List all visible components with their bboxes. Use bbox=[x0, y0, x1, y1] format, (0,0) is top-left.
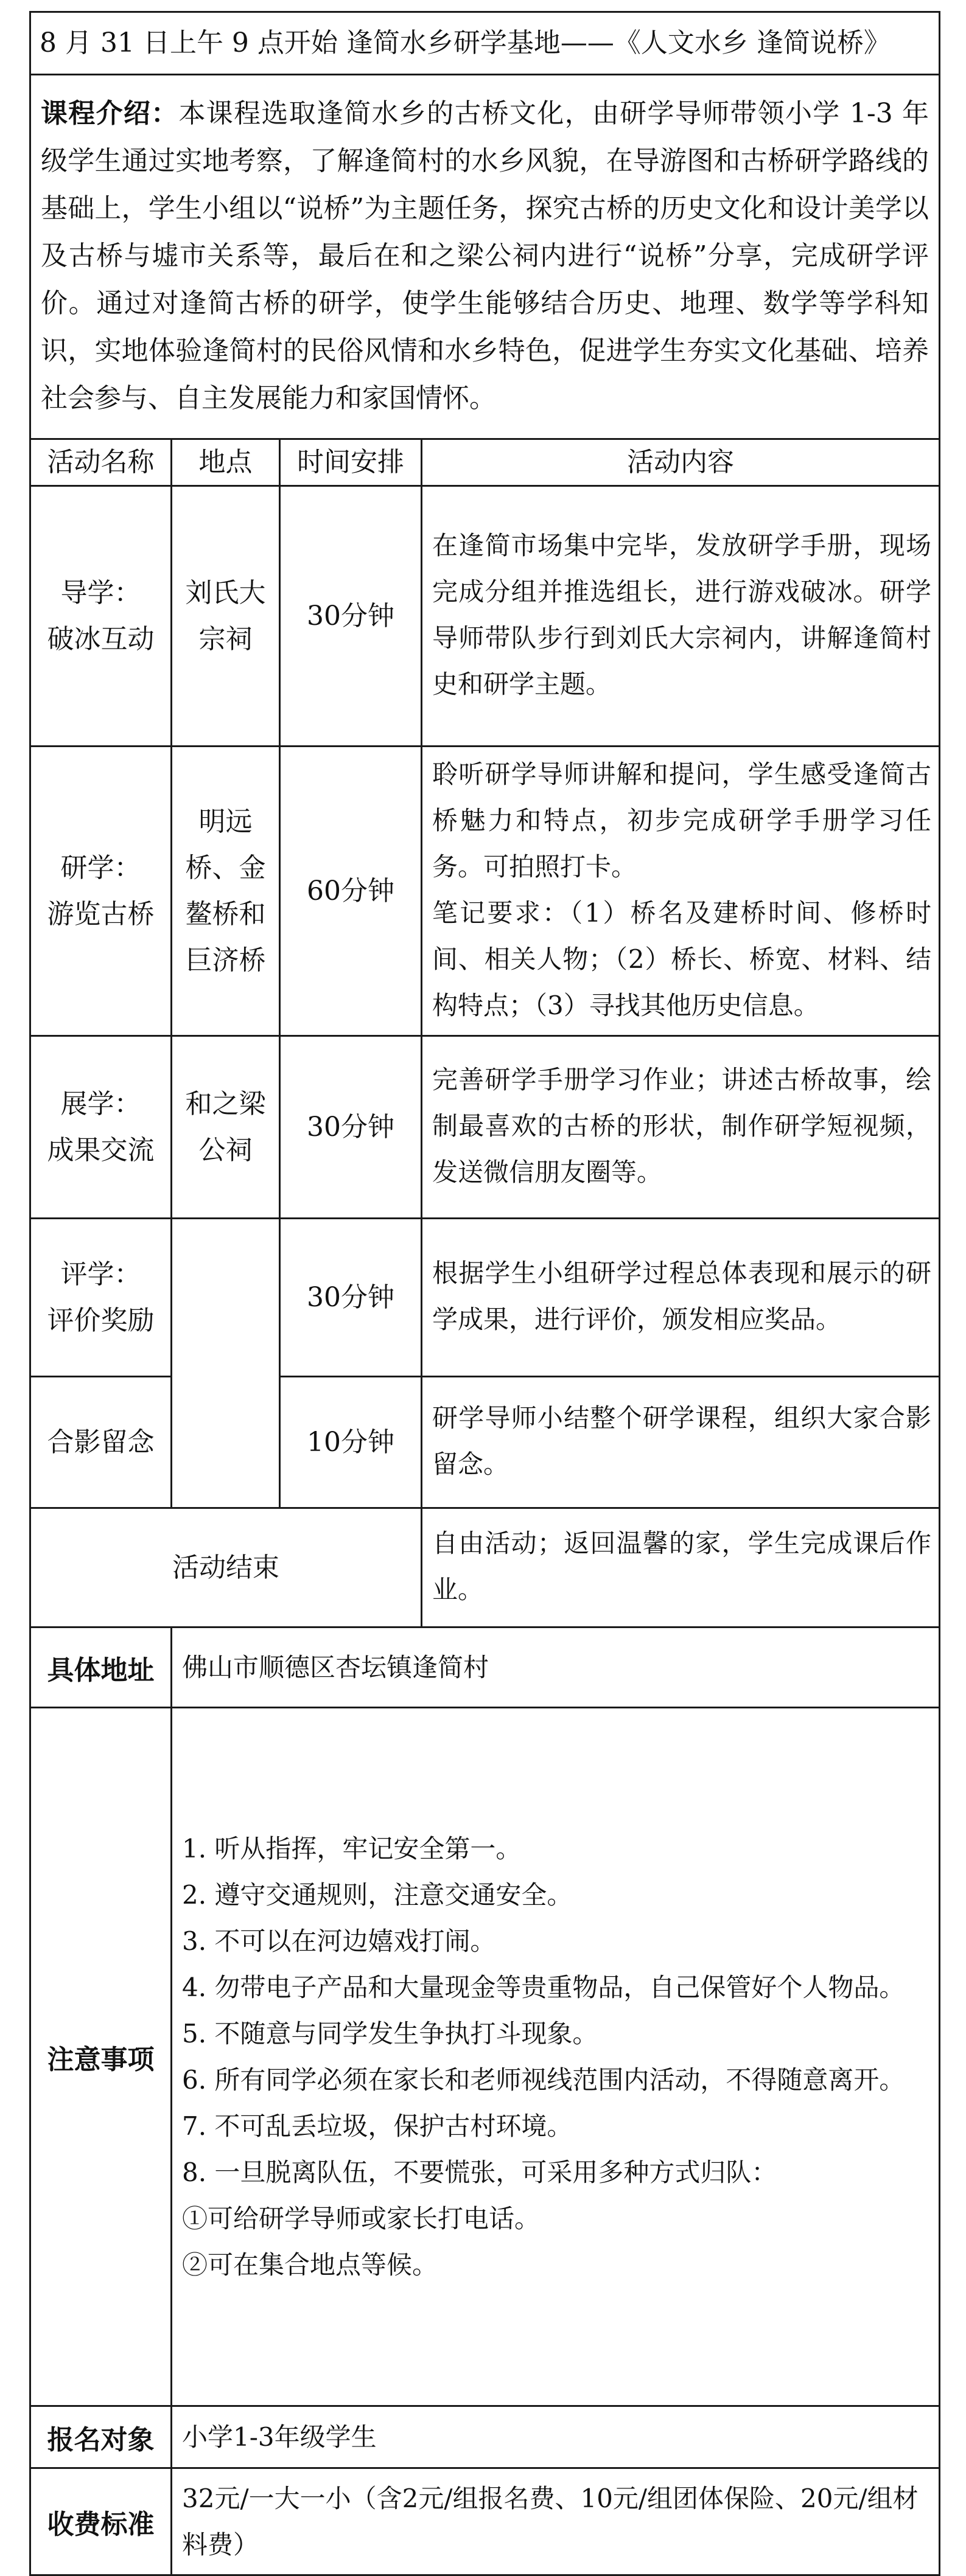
activity-content: 在逢简市场集中完毕，发放研学手册，现场完成分组并推选组长，进行游戏破冰。研学导师带队步行到刘氏大宗祠内，讲解逢简村史和研学主题。 bbox=[422, 486, 940, 747]
intro-row bbox=[30, 75, 940, 439]
activity-place-line: 刘氏大 bbox=[185, 577, 266, 608]
course-intro bbox=[30, 75, 940, 439]
note-item: 1. 听从指挥，牢记安全第一。 bbox=[182, 1833, 522, 1864]
activity-name bbox=[30, 747, 172, 1036]
activity-name bbox=[30, 1219, 172, 1377]
header-content: 活动内容 bbox=[422, 439, 940, 486]
activity-time: 30分钟 bbox=[280, 1219, 422, 1377]
target-label: 报名对象 bbox=[30, 2406, 172, 2468]
end-label: 活动结束 bbox=[30, 1508, 422, 1627]
notes-row bbox=[30, 1708, 940, 2406]
activity-place-line: 巨济桥 bbox=[185, 944, 266, 976]
activity-place-line: 明远 bbox=[198, 806, 253, 837]
activity-time: 60分钟 bbox=[280, 747, 422, 1036]
activity-name-line: 游览古桥 bbox=[47, 898, 155, 930]
note-item: 5. 不随意与同学发生争执打斗现象。 bbox=[182, 2018, 598, 2049]
activity-name-line: 导学： bbox=[60, 577, 141, 608]
note-item: 3. 不可以在河边嬉戏打闹。 bbox=[182, 1926, 496, 1956]
note-item: ②可在集合地点等候。 bbox=[182, 2249, 438, 2280]
activity-content-notes: 笔记要求：（1）桥名及建桥时间、修桥时间、相关人物；（2）桥长、桥宽、材料、结构特点；（3）寻找其他历史信息。 bbox=[432, 897, 932, 1020]
fee-value: 32元/一大一小（含2元/组报名费、10元/组团体保险、20元/组材料费） bbox=[172, 2468, 940, 2575]
activity-name-line: 研学： bbox=[60, 852, 141, 883]
activity-name-line: 成果交流 bbox=[47, 1134, 155, 1166]
title-row bbox=[30, 12, 940, 75]
activity-time: 10分钟 bbox=[280, 1377, 422, 1508]
activity-name bbox=[30, 1036, 172, 1219]
activity-place-line: 和之梁 bbox=[185, 1088, 266, 1119]
activity-place bbox=[172, 1036, 280, 1219]
activity-time: 30分钟 bbox=[280, 1036, 422, 1219]
note-item: 6. 所有同学必须在家长和老师视线范围内活动，不得随意离开。 bbox=[182, 2064, 905, 2095]
activity-place-line: 宗祠 bbox=[198, 623, 253, 655]
notes-label: 注意事项 bbox=[30, 1708, 172, 2406]
notes-list bbox=[172, 1708, 940, 2406]
activity-place-line: 鳌桥和 bbox=[185, 898, 266, 930]
note-item: ①可给研学导师或家长打电话。 bbox=[182, 2203, 541, 2233]
schedule-table bbox=[29, 11, 940, 2576]
fee-label: 收费标准 bbox=[30, 2468, 172, 2575]
document-title: 8 月 31 日上午 9 点开始 逢简水乡研学基地——《人文水乡 逢简说桥》 bbox=[30, 12, 940, 75]
activity-row bbox=[30, 486, 940, 747]
note-item: 4. 勿带电子产品和大量现金等贵重物品，自己保管好个人物品。 bbox=[182, 1972, 905, 2002]
note-item: 8. 一旦脱离队伍，不要慌张，可采用多种方式归队： bbox=[182, 2157, 777, 2187]
header-row bbox=[30, 439, 940, 486]
address-label: 具体地址 bbox=[30, 1627, 172, 1708]
activity-content bbox=[422, 747, 940, 1036]
header-place: 地点 bbox=[172, 439, 280, 486]
activity-place-empty bbox=[172, 1219, 280, 1508]
schedule-table-wrapper bbox=[29, 11, 939, 2576]
activity-content-text: 聆听研学导师讲解和提问，学生感受逢简古桥魅力和特点，初步完成研学手册学习任务。可拍照打卡。 bbox=[432, 759, 932, 882]
activity-name-line: 评学： bbox=[60, 1258, 141, 1290]
fee-row bbox=[30, 2468, 940, 2575]
course-intro-text: 本课程选取逢简水乡的古桥文化，由研学导师带领小学 1-3 年级学生通过实地考察，了解逢简村的水乡风貌，在导游图和古桥研学路线的基础上，学生小组以“说桥”为主题任务，探究古桥的历史文化和设计美学以及古桥与墟市关系等，最后在和之梁公祠内进行“说桥”分享，完成研学评价。通过对逢简古桥的研学，使学生能够结合历史、地理、数学等学科知识，实地体验逢简村的民俗风情和水乡特色，促进学生夯实文化基础、培养社会参与、自主发展能力和家国情怀。 bbox=[41, 98, 929, 414]
end-row bbox=[30, 1508, 940, 1627]
end-content: 自由活动；返回温馨的家，学生完成课后作业。 bbox=[422, 1508, 940, 1627]
note-item: 7. 不可乱丢垃圾，保护古村环境。 bbox=[182, 2111, 573, 2141]
address-row bbox=[30, 1627, 940, 1708]
target-value: 小学1-3年级学生 bbox=[172, 2406, 940, 2468]
activity-content: 研学导师小结整个研学课程，组织大家合影留念。 bbox=[422, 1377, 940, 1508]
activity-row bbox=[30, 1036, 940, 1219]
activity-name: 合影留念 bbox=[30, 1377, 172, 1508]
activity-name-line: 评价奖励 bbox=[47, 1304, 155, 1336]
activity-content: 完善研学手册学习作业；讲述古桥故事，绘制最喜欢的古桥的形状，制作研学短视频，发送微信朋友圈等。 bbox=[422, 1036, 940, 1219]
target-row bbox=[30, 2406, 940, 2468]
activity-row bbox=[30, 747, 940, 1036]
activity-row bbox=[30, 1219, 940, 1377]
header-time: 时间安排 bbox=[280, 439, 422, 486]
activity-place bbox=[172, 486, 280, 747]
header-activity-name: 活动名称 bbox=[30, 439, 172, 486]
activity-content: 根据学生小组研学过程总体表现和展示的研学成果，进行评价，颁发相应奖品。 bbox=[422, 1219, 940, 1377]
activity-time: 30分钟 bbox=[280, 486, 422, 747]
activity-row bbox=[30, 1377, 940, 1508]
activity-place-line: 公祠 bbox=[198, 1134, 253, 1166]
activity-name-line: 破冰互动 bbox=[47, 623, 155, 655]
activity-name-line: 展学： bbox=[60, 1088, 141, 1119]
activity-name bbox=[30, 486, 172, 747]
address-value: 佛山市顺德区杏坛镇逢简村 bbox=[172, 1627, 940, 1708]
activity-place-line: 桥、金 bbox=[185, 852, 266, 883]
activity-place bbox=[172, 747, 280, 1036]
note-item: 2. 遵守交通规则，注意交通安全。 bbox=[182, 1879, 573, 1910]
course-intro-label: 课程介绍： bbox=[41, 98, 179, 129]
